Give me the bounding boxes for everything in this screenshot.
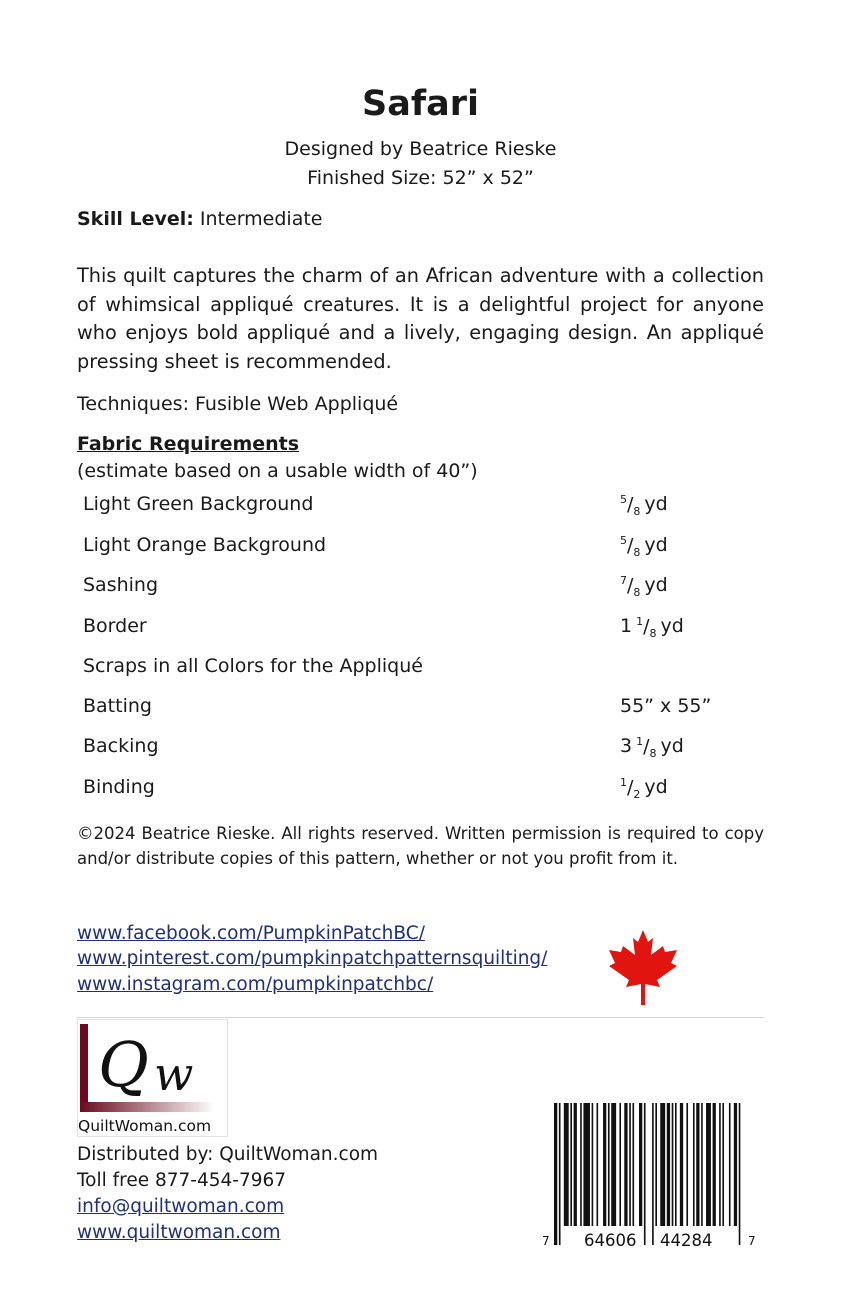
barcode-bar <box>734 1103 737 1226</box>
logo-q: Q <box>98 1028 149 1101</box>
barcode-bar <box>559 1103 561 1245</box>
techniques: Techniques: Fusible Web Appliqué <box>77 393 399 415</box>
barcode-bar <box>592 1103 594 1226</box>
fabric-amount-denominator: 8 <box>633 546 641 560</box>
fabric-item-amount <box>620 574 668 599</box>
distributor-line: Distributed by: QuiltWoman.com <box>77 1144 379 1165</box>
fabric-amount-denominator: 8 <box>633 586 641 600</box>
barcode-bar <box>696 1103 699 1226</box>
fabric-amount-text: 55” x 55” <box>620 695 712 717</box>
fabric-item-amount <box>620 493 668 518</box>
fabric-item-amount <box>620 735 684 760</box>
section-divider <box>77 1017 764 1018</box>
fabric-amount-unit: yd <box>644 574 668 597</box>
barcode-bar <box>564 1103 569 1226</box>
barcode-bar <box>739 1103 741 1245</box>
distributor-phone: Toll free 877-454-7967 <box>77 1170 287 1191</box>
fabric-item-amount <box>620 615 684 640</box>
fabric-amount-slash: / <box>627 493 634 516</box>
fabric-item-amount <box>620 776 668 801</box>
barcode-bar <box>675 1103 677 1226</box>
fabric-amount-slash: / <box>627 574 634 597</box>
fabric-requirements-note: (estimate based on a usable width of 40”) <box>77 460 478 482</box>
fabric-amount-denominator: 8 <box>633 505 641 519</box>
upc-barcode <box>542 1103 756 1250</box>
fabric-amount-slash: / <box>627 776 634 799</box>
barcode-bar <box>686 1103 688 1226</box>
fabric-amount-numerator: 5 <box>620 493 627 506</box>
fabric-item-label: Batting <box>83 695 152 717</box>
barcode-bar <box>644 1103 646 1245</box>
barcode-bar <box>608 1103 610 1226</box>
pattern-description: This quilt captures the charm of an African adventure with a collection of whimsical appliqué creatures. It is a delightful project for anyone who enjoys bold appliqué and a lively, engaging design. An appliqué pressing sheet is recommended. <box>77 264 764 373</box>
barcode-bar <box>583 1103 590 1226</box>
fabric-amount-whole: 3 <box>620 735 633 758</box>
copyright-notice: ©2024 Beatrice Rieske. All rights reserved. Written permission is required to copy and/or distribute copies of this pattern, whether or not you profit from it. <box>77 824 764 868</box>
barcode-bar <box>574 1103 577 1226</box>
fabric-amount-unit: yd <box>644 776 668 799</box>
instagram-link[interactable]: www.instagram.com/pumpkinpatchbc/ <box>77 974 434 995</box>
facebook-link[interactable]: www.facebook.com/PumpkinPatchBC/ <box>77 923 425 944</box>
fabric-amount-unit: yd <box>644 534 668 557</box>
logo-wordmark: QuiltWoman.com <box>78 1117 212 1135</box>
barcode-bar <box>693 1103 695 1226</box>
fabric-amount-slash: / <box>643 615 650 638</box>
barcode-bar <box>580 1103 582 1226</box>
barcode-bar <box>570 1103 572 1226</box>
logo-w: w <box>154 1047 194 1101</box>
barcode-bar <box>667 1103 670 1226</box>
barcode-bar <box>624 1103 627 1226</box>
barcode-digit-last: 7 <box>748 1234 756 1248</box>
quiltwoman-logo-mark <box>78 1020 227 1116</box>
barcode-bar <box>652 1103 654 1245</box>
barcode-bar <box>680 1103 683 1226</box>
skill-level <box>77 208 323 230</box>
fabric-amount-denominator: 8 <box>649 747 657 761</box>
skill-level-value: Intermediate <box>199 208 323 230</box>
fabric-amount-numerator: 7 <box>620 574 627 587</box>
fabric-amount-numerator: 1 <box>636 615 644 628</box>
barcode-bar <box>719 1103 721 1226</box>
fabric-item-label: Light Orange Background <box>83 534 327 556</box>
skill-level-label: Skill Level: <box>77 208 194 230</box>
barcode-bar <box>655 1103 657 1226</box>
fabric-item-label: Scraps in all Colors for the Appliqué <box>83 655 423 677</box>
barcode-bar <box>554 1103 557 1245</box>
fabric-requirements-heading: Fabric Requirements <box>77 433 300 455</box>
fabric-amount-slash: / <box>627 534 634 557</box>
fabric-item-label: Light Green Background <box>83 493 314 515</box>
fabric-amount-unit: yd <box>660 735 684 758</box>
fabric-amount-numerator: 5 <box>620 534 627 547</box>
fabric-amount-slash: / <box>643 735 650 758</box>
fabric-item-label: Border <box>83 615 147 637</box>
barcode-bar <box>706 1103 711 1226</box>
fabric-item-label: Binding <box>83 776 155 798</box>
barcode-bar <box>672 1103 674 1226</box>
distributor-email-link[interactable]: info@quiltwoman.com <box>77 1196 285 1217</box>
barcode-bar <box>619 1103 621 1226</box>
barcode-bar <box>701 1103 703 1226</box>
barcode-digit-first: 7 <box>542 1234 550 1248</box>
fabric-amount-unit: yd <box>660 615 684 638</box>
barcode-bar <box>660 1103 665 1226</box>
fabric-item-amount <box>620 695 711 717</box>
barcode-bar <box>629 1103 631 1226</box>
barcode-bars <box>554 1103 740 1245</box>
barcode-bar <box>722 1103 724 1226</box>
barcode-bar <box>632 1103 634 1226</box>
barcode-bar <box>603 1103 606 1226</box>
barcode-bar <box>639 1103 642 1226</box>
quiltwoman-logo <box>77 1019 228 1137</box>
fabric-amount-unit: yd <box>644 493 668 516</box>
fabric-item-label: Sashing <box>83 574 159 596</box>
fabric-amount-numerator: 1 <box>636 735 644 748</box>
barcode-bar <box>729 1103 731 1226</box>
pattern-title: Safari <box>362 84 479 124</box>
distributor-website-link[interactable]: www.quiltwoman.com <box>77 1222 281 1243</box>
fabric-item-label: Backing <box>83 735 159 757</box>
fabric-amount-numerator: 1 <box>620 776 627 789</box>
designer-line: Designed by Beatrice Rieske <box>284 138 557 160</box>
barcode-bar <box>611 1103 616 1226</box>
barcode-digits-right: 44284 <box>660 1231 713 1250</box>
barcode-bar <box>713 1103 716 1226</box>
fabric-item-amount <box>620 534 668 559</box>
fabric-amount-denominator: 2 <box>633 788 641 802</box>
finished-size: Finished Size: 52” x 52” <box>307 167 534 189</box>
fabric-amount-whole: 1 <box>620 615 633 638</box>
fabric-amount-denominator: 8 <box>649 627 657 641</box>
maple-leaf-icon <box>607 928 679 1006</box>
barcode-digits-left: 64606 <box>584 1231 637 1250</box>
barcode-bar <box>597 1103 599 1226</box>
pinterest-link[interactable]: www.pinterest.com/pumpkinpatchpatternsquilting/ <box>77 948 548 969</box>
